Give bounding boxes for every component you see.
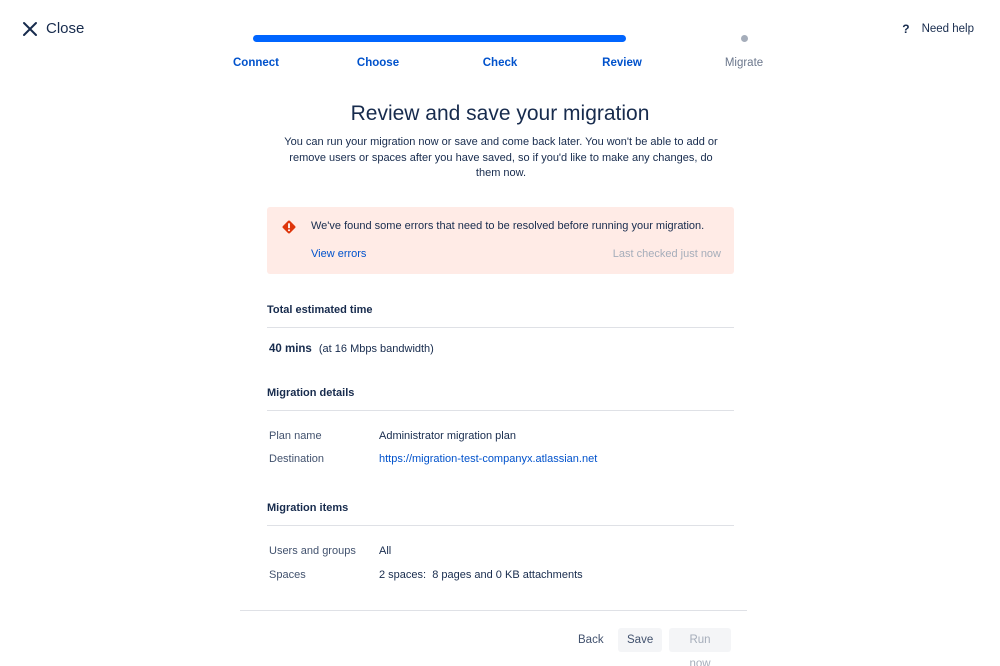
migration-items-heading: Migration items	[267, 502, 349, 514]
close-button[interactable]	[22, 20, 84, 37]
divider	[267, 525, 734, 526]
need-help-label: Need help	[921, 23, 974, 35]
users-groups-value: All	[379, 545, 392, 557]
last-checked-text: Last checked just now	[612, 248, 721, 260]
plan-name-value: Administrator migration plan	[379, 430, 516, 442]
spaces-value: 2 spaces: 8 pages and 0 KB attachments	[379, 569, 583, 581]
divider	[267, 410, 734, 411]
back-button[interactable]: Back	[578, 634, 604, 646]
step-review: Review	[602, 57, 642, 69]
divider	[267, 327, 734, 328]
migration-details-heading: Migration details	[267, 387, 355, 399]
error-banner	[267, 207, 734, 274]
plan-name-label: Plan name	[269, 430, 322, 442]
step-connect: Connect	[233, 57, 279, 69]
progress-pending-dot	[741, 35, 748, 42]
close-label: Close	[46, 20, 85, 37]
question-icon: ?	[902, 22, 910, 36]
run-now-button[interactable]: Run now	[669, 628, 731, 652]
need-help-button[interactable]	[902, 22, 974, 36]
estimated-time-value: 40 mins	[269, 343, 312, 355]
users-groups-label: Users and groups	[269, 545, 356, 557]
destination-label: Destination	[269, 453, 325, 465]
progress-stepper	[226, 30, 776, 76]
step-check: Check	[482, 57, 518, 69]
estimated-time-heading: Total estimated time	[267, 304, 373, 316]
step-migrate: Migrate	[724, 57, 764, 69]
footer-divider	[240, 610, 747, 611]
spaces-label: Spaces	[269, 569, 306, 581]
close-icon	[22, 21, 38, 37]
error-icon	[281, 219, 297, 235]
error-message: We've found some errors that need to be resolved before running your migration.	[311, 220, 705, 232]
estimated-time-note: (at 16 Mbps bandwidth)	[318, 343, 434, 355]
progress-bar	[253, 35, 626, 42]
step-choose: Choose	[356, 57, 400, 69]
page-subtitle: You can run your migration now or save and come back later. You won't be able to add or remove users or spaces after you have saved, so if you'd like to make any changes, do them now.	[284, 136, 718, 179]
destination-link[interactable]: https://migration-test-companyx.atlassian.net	[379, 453, 598, 465]
estimated-time-row	[269, 343, 434, 355]
view-errors-link[interactable]: View errors	[311, 248, 367, 260]
save-button[interactable]: Save	[618, 628, 662, 652]
page-title: Review and save your migration	[350, 102, 650, 125]
